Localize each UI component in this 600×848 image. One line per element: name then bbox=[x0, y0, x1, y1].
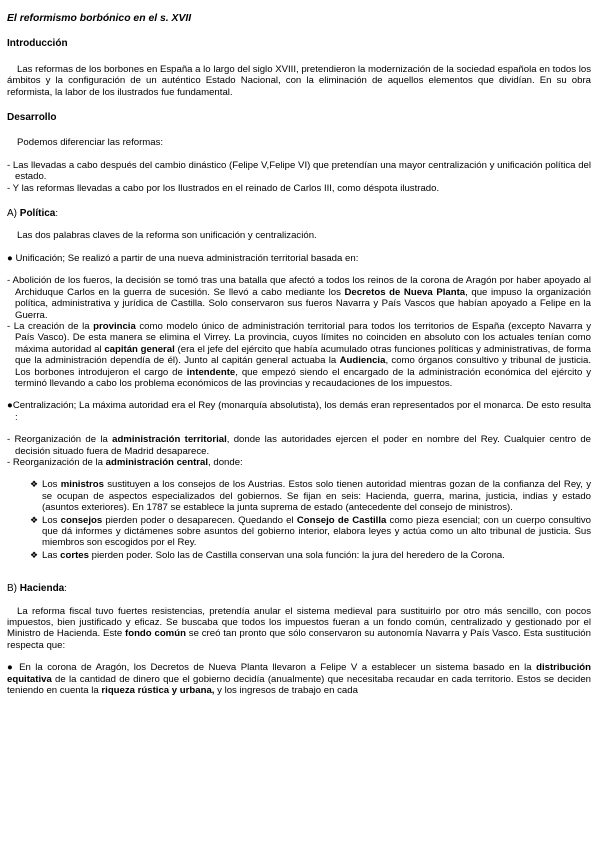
fueros-paragraph: - Abolición de los fueros, la decisión se tomó tras una batalla que afectó a todos los reinos de la corona de Aragón por haber apoyado al Archiduque Carlos en la guerra de sucesión. Se llevó a cabo mediante los Decretos de Nueva Planta, que impuso la organización política, administrativa y jurídica de Castilla. Solo conservaron sus fueros Navarra y País Vascos que habían apoyado a Felipe en la Guerra. bbox=[7, 275, 591, 321]
reorganizacion-central: - Reorganización de la administración central, donde: bbox=[7, 456, 243, 468]
heading-introduccion: Introducción bbox=[7, 38, 68, 50]
desarrollo-lead: Podemos diferenciar las reformas: bbox=[17, 137, 164, 149]
document-title: El reformismo borbónico en el s. XVII bbox=[7, 13, 192, 24]
section-a-heading: A) Política: bbox=[7, 208, 59, 220]
diamond-bullet-icon: ❖ bbox=[30, 549, 39, 560]
document-page bbox=[7, 13, 591, 696]
politica-lead: Las dos palabras claves de la reforma son unificación y centralización. bbox=[17, 230, 317, 242]
cortes-item: ❖ Las cortes pierden poder. Solo las de Castilla conservan una sola función: la jura del heredero de la Corona. bbox=[30, 549, 505, 561]
reorganizacion-territorial: - Reorganización de la administración territorial, donde las autoridades ejercen el poder en nombre del Rey. Cualquier centro de decisión situado fuera de Madrid desaparece. bbox=[7, 434, 591, 457]
unificacion-intro: ● Unificación; Se realizó a partir de una nueva administración territorial basada en: bbox=[7, 252, 359, 264]
section-a-label: Política bbox=[19, 208, 56, 220]
diamond-bullet-icon: ❖ bbox=[30, 479, 39, 490]
aragon-paragraph: ● En la corona de Aragón, los Decretos de Nueva Planta llevaron a Felipe V a establecer un sistema basado en la distribución equitativa de la cantidad de dinero que el gobierno decidía (anualmente) que necesitaba recaudar en cada territorio. Estos se deciden teniendo en cuenta la riqueza rústica y urbana, y los ingresos de trabajo en cada bbox=[7, 662, 591, 697]
hacienda-paragraph: La reforma fiscal tuvo fuertes resistencias, pretendía anular el sistema medieval para sustituirlo por otro más sencillo, con pocos impuestos, bien justificado y eficaz. Se buscaba que todos los impuestos fueran a un fondo común, centralizado y gestionado por el Ministro de Hacienda. Este fondo común se creó tan pronto que sólo conservaron su autonomía Navarra y País Vasco. Esta sustitución respecta que: bbox=[7, 605, 591, 651]
intro-paragraph: Las reformas de los borbones en España a lo largo del siglo XVIII, pretendieron la modernización de la sociedad española en todos los ámbitos y la configuración de un auténtico Estado Nacional, con la eliminación de aquellos elementos que dividían. En su obra reformista, la labor de los ilustrados fue fundamental. bbox=[7, 63, 591, 98]
diamond-bullet-icon: ❖ bbox=[30, 514, 39, 525]
consejos-item: ❖ Los consejos pierden poder o desaparecen. Quedando el Consejo de Castilla como pieza esencial; con un cuerpo consultivo que dá informes y dictámenes sobre asuntos del gobierno interior, elabora leyes y actúa como un alto tribunal de justicia. Sus miembros son escogidos por el Rey. bbox=[30, 514, 591, 549]
provincia-paragraph: - La creación de la provincia como modelo único de administración territorial para todos los territorios de España (excepto Navarra y País Vasco). De esta manera se elimina el Virrey. La provincia, cuyos límites no coinciden en absoluto con los actuales tenían como máxima autoridad al capitán general (era el jefe del ejército que había acumulado otras funciones políticas y administrativas, de forma que la administración dependía de él). Junto al capitán general actuaba la Audiencia, como órganos consultivo y tribunal de justicia. Los borbones introdujeron el cargo de intendente, que empezó siendo el encargado de la administración económica del ejército y terminó llevando a cabo los problema económicos de las provincias y recaudaciones de los impuestos. bbox=[7, 320, 591, 389]
heading-desarrollo: Desarrollo bbox=[7, 112, 57, 124]
desarrollo-item-2: - Y las reformas llevadas a cabo por los Ilustrados en el reinado de Carlos III, como déspota ilustrado. bbox=[7, 182, 440, 194]
section-b-heading: B) Hacienda: bbox=[7, 583, 67, 595]
centralizacion-paragraph: ●Centralización; La máxima autoridad era el Rey (monarquía absolutista), los demás eran representados por el monarca. De esto resulta : bbox=[7, 400, 591, 423]
desarrollo-item-1: - Las llevadas a cabo después del cambio dinástico (Felipe V,Felipe VI) que pretendían una mayor centralización y unificación política del estado. bbox=[7, 159, 591, 183]
ministros-item: ❖ Los ministros sustituyen a los consejos de los Austrias. Estos solo tienen autoridad mientras gozan de la confianza del Rey, y se ocupan de aspectos especializados del gobiernos. Se fijan en seis: Hacienda, guerra, marina, justicia, indias y estado (asuntos exteriores). En 1787 se establece la junta suprema de estado (antecedente del consejo de ministros). bbox=[30, 479, 591, 514]
section-b-label: Hacienda bbox=[19, 583, 65, 595]
